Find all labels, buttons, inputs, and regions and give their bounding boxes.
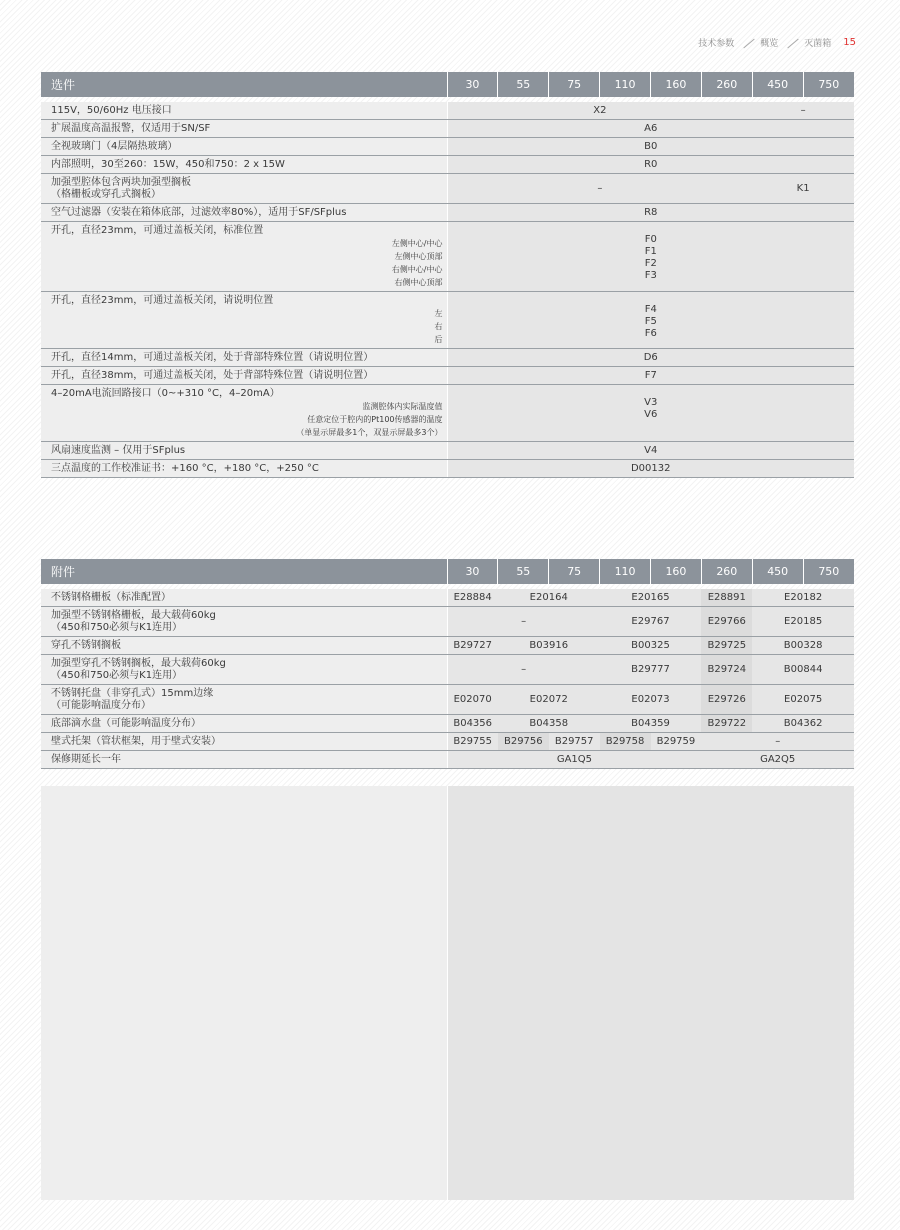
table-row [41,460,854,478]
row-label-line: （格栅板或穿孔式搁板） [51,189,161,200]
breadcrumb [698,36,856,49]
table-row [41,685,854,715]
table-row [41,174,854,204]
accessories-table [41,559,854,769]
row-label-line: 全视玻璃门（4层隔热玻璃） [51,141,178,152]
value-text: K1 [796,183,810,194]
value-cell [498,685,600,715]
value-cell [701,655,752,685]
value-text: B29755 [453,736,493,747]
breadcrumb-separator-icon [740,38,754,48]
row-label-line: 开孔，直径14mm，可通过盖板关闭，处于背部特殊位置（请说明位置） [51,352,374,363]
row-label-line: 底部滴水盘（可能影响温度分布） [51,718,201,729]
value-cell [447,120,854,138]
value-cell [447,222,854,292]
value-cell [600,715,702,733]
value-cell [447,174,752,204]
value-text: R0 [644,159,658,170]
size-column-header: 260 [701,72,752,97]
value-text: V4 [644,445,658,456]
value-text: E29766 [707,616,746,627]
value-text: E02070 [453,694,492,705]
value-cell [447,733,498,751]
value-cell [549,733,600,751]
row-label-line: 保修期延长一年 [51,754,121,765]
value-cell [447,655,600,685]
row-label-line: 不锈钢托盘（非穿孔式）15mm边缘 [51,688,214,699]
value-text: E29767 [631,616,670,627]
row-sublabel: 右 [434,322,443,331]
value-text: X2 [593,105,607,116]
breadcrumb-item-overview: 概览 [760,39,779,49]
value-cell [447,102,752,120]
breadcrumb-item-specs: 技术参数 [698,39,735,49]
row-label [41,385,447,442]
value-text: D00132 [630,463,671,474]
value-text: B29759 [656,736,696,747]
value-cell [600,655,702,685]
table-row [41,138,854,156]
row-label-line: 风扇速度监测 – 仅用于SFplus [51,445,186,456]
row-sublabel: 左 [434,309,443,318]
value-cell [752,102,854,120]
size-column-header: 450 [752,559,803,584]
size-column-header: 55 [498,72,549,97]
value-cell [447,367,854,385]
value-cell [701,715,752,733]
row-sublabel: 左侧中心/中心 [391,239,443,248]
value-cell [447,292,854,349]
value-cell [701,685,752,715]
value-text: B29722 [707,718,747,729]
table-row [41,442,854,460]
value-text: B00325 [631,640,670,651]
value-cell [447,607,600,637]
row-label [41,751,447,769]
row-label [41,102,447,120]
value-cell [447,442,854,460]
value-cell [498,637,600,655]
size-column-header: 750 [803,559,854,584]
value-text: F1 [644,246,657,257]
value-text: F6 [644,328,657,339]
options-table [41,72,854,478]
row-label [41,733,447,751]
row-label [41,442,447,460]
value-text: F4 [644,304,657,315]
row-label [41,607,447,637]
value-cell [447,349,854,367]
value-text: – [597,183,603,194]
value-text: B29725 [707,640,747,651]
value-cell [447,637,498,655]
value-cell [752,174,854,204]
table-row [41,102,854,120]
table-header-row [41,72,854,97]
value-text: E02075 [784,694,823,705]
value-text: B29756 [503,736,543,747]
row-sublabel: 左侧中心顶部 [394,252,443,261]
table-row [41,367,854,385]
value-cell [752,715,854,733]
value-cell [600,733,651,751]
value-cell [447,156,854,174]
value-text: F5 [644,316,657,327]
value-text: B04358 [529,718,569,729]
value-cell [600,637,702,655]
row-label [41,349,447,367]
size-column-header: 110 [600,559,651,584]
row-sublabel: 任意定位于腔内的Pt100传感器的温度 [307,415,443,424]
row-label [41,120,447,138]
row-label [41,637,447,655]
row-sublabel: 后 [434,335,443,344]
value-text: F3 [644,270,657,281]
row-label-line: （450和750必须与K1连用） [51,622,183,633]
table-row [41,120,854,138]
row-label-line: （可能影响温度分布） [51,700,151,711]
value-text: – [800,105,806,116]
row-sublabel: 监测腔体内实际温度值 [362,402,443,411]
value-cell [447,589,498,607]
value-text: E28891 [707,592,746,603]
value-cell [447,385,854,442]
value-cell [447,204,854,222]
value-text: – [521,664,527,675]
row-label [41,655,447,685]
row-label-line: 扩展温度高温报警，仅适用于SN/SF [51,123,211,134]
row-label [41,156,447,174]
size-column-header: 260 [701,559,752,584]
section-title: 附件 [41,559,447,584]
value-text: B03916 [529,640,569,651]
row-label [41,460,447,478]
value-text: E02072 [529,694,568,705]
row-label-line: 开孔，直径23mm，可通过盖板关闭，标准位置 [51,225,264,236]
size-column-header: 750 [803,72,854,97]
value-text: E20185 [784,616,823,627]
section-title: 选件 [41,72,447,97]
value-text: GA1Q5 [556,754,593,765]
table-row [41,156,854,174]
value-cell [752,655,854,685]
value-text: B29757 [554,736,594,747]
size-column-header: 30 [447,559,498,584]
table-header-row [41,559,854,584]
row-label-line: （450和750必须与K1连用） [51,670,183,681]
value-text: B29724 [707,664,747,675]
row-label-line: 加强型穿孔不锈钢搁板，最大载荷60kg [51,658,226,669]
value-cell [701,637,752,655]
value-text: V6 [644,409,658,420]
value-cell [600,589,702,607]
row-label [41,222,447,292]
value-cell [701,751,854,769]
value-text: – [521,616,527,627]
value-text: E20182 [784,592,823,603]
value-text: B04362 [783,718,823,729]
value-text: B04359 [631,718,670,729]
table-row [41,292,854,349]
row-label-line: 壁式托架（管状框架，用于壁式安装） [51,736,221,747]
value-cell [498,733,549,751]
value-cell [752,637,854,655]
table-row [41,607,854,637]
value-text: E02073 [631,694,670,705]
value-text: V3 [644,397,658,408]
value-cell [447,460,854,478]
row-label-line: 三点温度的工作校准证书：+160 °C，+180 °C，+250 °C [51,463,319,474]
value-text: E28884 [453,592,492,603]
row-label [41,204,447,222]
value-cell [498,589,600,607]
value-text: E20164 [529,592,568,603]
row-label-line: 空气过滤器（安装在箱体底部，过滤效率80%），适用于SF/SFplus [51,207,347,218]
value-text: B29758 [605,736,645,747]
row-sublabel: （单显示屏最多1个，双显示屏最多3个） [296,428,443,437]
accessories-table-fill [41,786,854,1200]
table-row [41,589,854,607]
value-text: – [775,736,781,747]
row-label-line: 穿孔不锈钢搁板 [51,640,121,651]
value-text: B29727 [453,640,493,651]
value-text: D6 [643,352,658,363]
row-label-line: 加强型不锈钢格栅板，最大载荷60kg [51,610,216,621]
value-text: B0 [644,141,658,152]
table-row [41,655,854,685]
row-label-line: 开孔，直径23mm，可通过盖板关闭，请说明位置 [51,295,274,306]
value-cell [447,138,854,156]
row-sublabel: 右侧中心/中心 [391,265,443,274]
value-cell [600,685,702,715]
table-row [41,222,854,292]
value-cell [752,589,854,607]
value-text: B00844 [783,664,823,675]
row-label [41,589,447,607]
row-label [41,292,447,349]
value-text: B04356 [453,718,493,729]
table-row [41,751,854,769]
row-label-line: 4–20mA电流回路接口（0~+310 °C，4–20mA） [51,388,280,399]
row-label-line: 115V，50/60Hz 电压接口 [51,105,172,116]
size-column-header: 110 [600,72,651,97]
value-text: F0 [644,234,657,245]
value-cell [600,607,702,637]
table-row [41,637,854,655]
value-cell [701,607,752,637]
size-column-header: 450 [752,72,803,97]
value-cell [752,685,854,715]
value-cell [651,733,702,751]
row-label [41,174,447,204]
row-label [41,715,447,733]
row-label [41,685,447,715]
value-text: E20165 [631,592,670,603]
size-column-header: 75 [549,72,600,97]
row-label-line: 加强型腔体包含两块加强型搁板 [51,177,191,188]
row-sublabel: 右侧中心顶部 [394,278,443,287]
value-text: GA2Q5 [760,754,796,765]
value-text: B29777 [631,664,670,675]
value-cell [701,589,752,607]
value-cell [752,607,854,637]
value-text: E29726 [707,694,746,705]
size-column-header: 55 [498,559,549,584]
table-row [41,204,854,222]
value-text: F2 [644,258,657,269]
size-column-header: 30 [447,72,498,97]
value-cell [498,715,600,733]
row-label-line: 内部照明，30至260：15W，450和750：2 x 15W [51,159,285,170]
size-column-header: 160 [651,72,702,97]
row-label [41,367,447,385]
value-cell [447,685,498,715]
size-column-header: 160 [651,559,702,584]
value-text: R8 [644,207,658,218]
table-row [41,349,854,367]
row-label-line: 不锈钢格栅板（标准配置） [51,592,171,603]
value-text: F7 [644,370,657,381]
row-label-line: 开孔，直径38mm，可通过盖板关闭，处于背部特殊位置（请说明位置） [51,370,374,381]
value-cell [447,751,701,769]
row-label [41,138,447,156]
value-cell [447,715,498,733]
value-text: A6 [644,123,658,134]
size-column-header: 75 [549,559,600,584]
table-row [41,733,854,751]
breadcrumb-item-sterilizer: 灭菌箱 [804,39,832,49]
table-row [41,715,854,733]
value-cell [701,733,854,751]
value-text: B00328 [783,640,823,651]
breadcrumb-separator-icon [784,38,798,48]
table-row [41,385,854,442]
page-number: 15 [843,37,856,48]
